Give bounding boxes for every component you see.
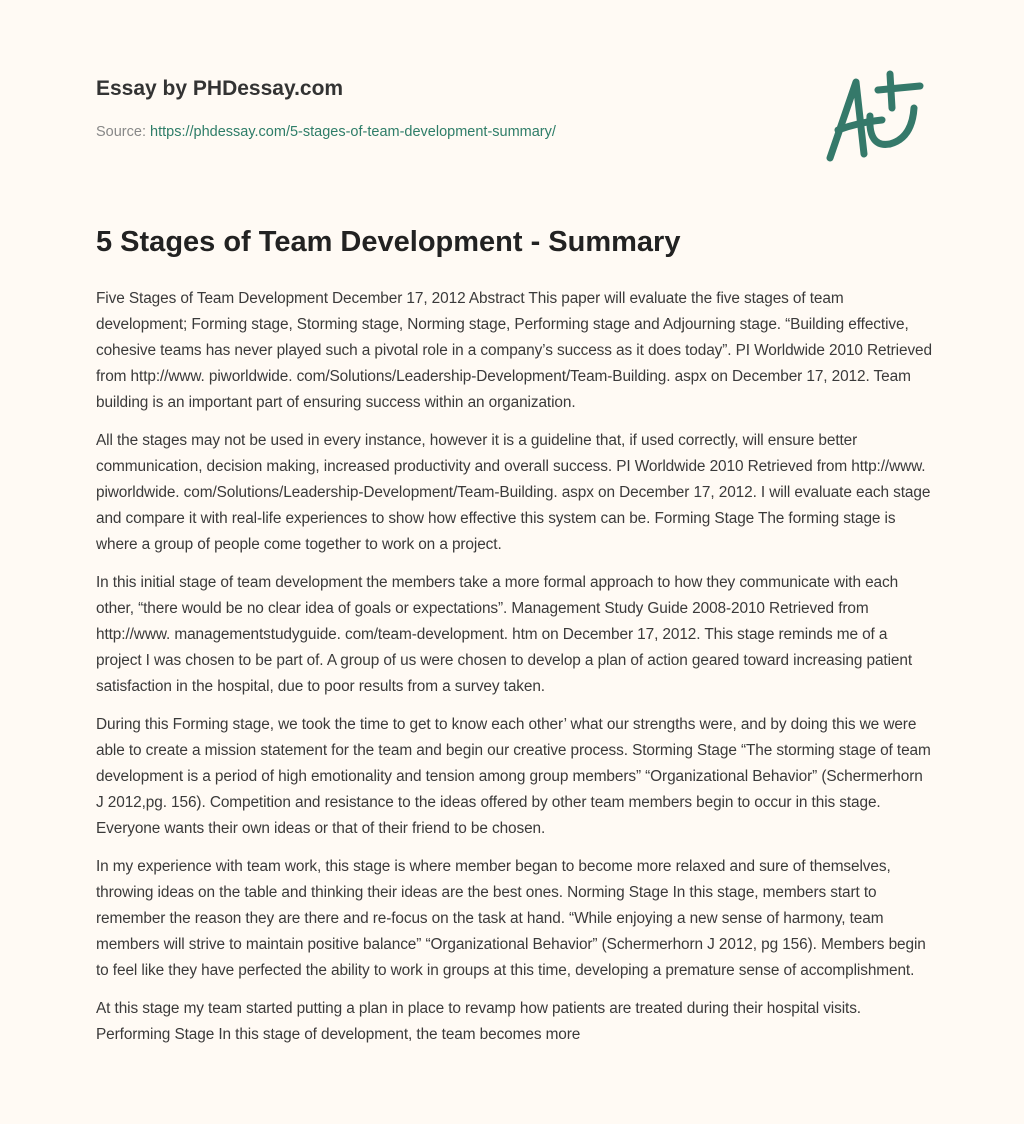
paragraph: Five Stages of Team Development December 17, 2012 Abstract This paper will evaluate the five stages of team development; Forming stage, Storming stage, Norming stage, Performing stage and Adjourning stage. “Building effective, cohesive teams has never played such a pivotal role in a company’s success as it does today”. PI Worldwide 2010 Retrieved from http://www. piworldwide. com/Solutions/Leadership-Development/Team-Building. aspx on December 17, 2012. Team building is an important part of ensuring success within an organization.: [96, 290, 932, 411]
paragraph: In my experience with team work, this stage is where member began to become more relaxed and sure of themselves, throwing ideas on the table and thinking their ideas are the best ones. Norming Stage In this stage, members start to remember the reason they are there and re-focus on the task at hand. “While enjoying a new sense of harmony, team members will strive to maintain positive balance” “Organizational Behavior” (Schermerhorn J 2012, pg 156). Members begin to feel like they have perfected the ability to work in groups at this time, developing a premature sense of accomplishment.: [96, 858, 926, 979]
source-line: [96, 124, 556, 140]
a-plus-logo-icon: [820, 68, 930, 168]
essay-body: [96, 286, 932, 1060]
paragraph: During this Forming stage, we took the time to get to know each other’ what our strengths were, and by doing this we were able to create a mission statement for the team and begin our creative process. Storming Stage “The storming stage of team development is a period of high emotionality and tension among group members” “Organizational Behavior” (Schermerhorn J 2012,pg. 156). Competition and resistance to the ideas offered by other team members begin to occur in this stage. Everyone wants their own ideas or that of their friend to be chosen.: [96, 716, 931, 837]
brand-title: Essay by PHDessay.com: [96, 77, 344, 100]
source-link[interactable]: https://phdessay.com/5-stages-of-team-development-summary/: [150, 124, 556, 140]
source-label: Source:: [96, 124, 146, 140]
paragraph: At this stage my team started putting a plan in place to revamp how patients are treated during their hospital visits. Performing Stage In this stage of development, the team becomes more: [96, 1000, 861, 1043]
paragraph: In this initial stage of team development the members take a more formal approach to how they communicate with each other, “there would be no clear idea of goals or expectations”. Management Study Guide 2008-2010 Retrieved from http://www. managementstudyguide. com/team-development. htm on December 17, 2012. This stage reminds me of a project I was chosen to be part of. A group of us were chosen to develop a plan of action geared toward increasing patient satisfaction in the hospital, due to poor results from a survey taken.: [96, 574, 913, 695]
page-title: 5 Stages of Team Development - Summary: [96, 226, 681, 258]
paragraph: All the stages may not be used in every instance, however it is a guideline that, if used correctly, will ensure better communication, decision making, increased productivity and overall success. PI Worldwide 2010 Retrieved from http://www. piworldwide. com/Solutions/Leadership-Development/Team-Building. aspx on December 17, 2012. I will evaluate each stage and compare it with real-life experiences to show how effective this system can be. Forming Stage The forming stage is where a group of people come together to work on a project.: [96, 432, 931, 553]
